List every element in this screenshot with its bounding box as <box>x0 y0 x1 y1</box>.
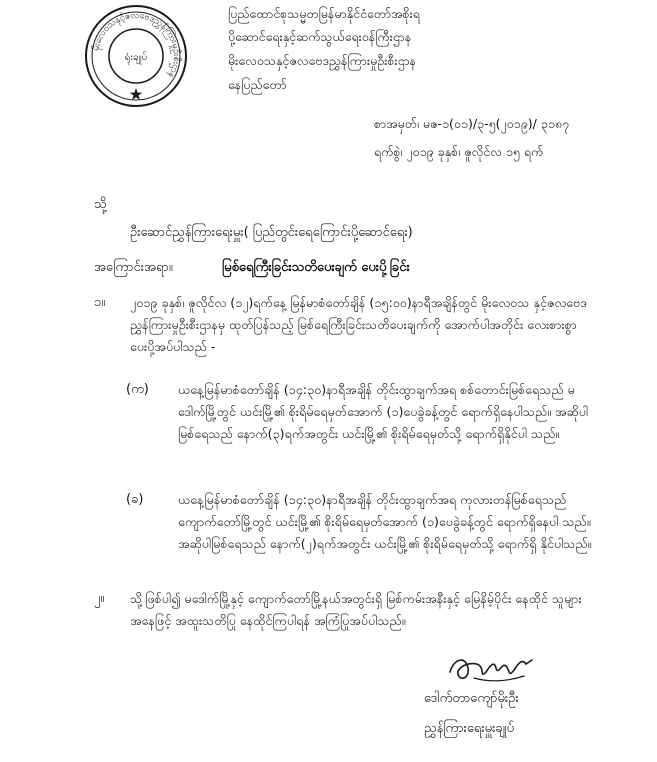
seal-center-text: ရုံးချုပ် <box>124 52 148 63</box>
item-kh-number: (ခ) <box>126 492 144 507</box>
header-department: မိုးလေဝသနှင့်ဇလဗေဒညွှန်ကြားမှုဦးစီးဌာန <box>228 53 417 68</box>
letter-number: စာအမှတ်၊ မဇ-၁(၀၁)/၃-၅(၂၀၁၉)/ ၃၁၈၇ <box>374 116 570 131</box>
paragraph1-text: ၂၀၁၉ ခုနှစ်၊ ဇူလိုင်လ (၁၂)ရက်နေ့ မြန်မာစံတော်ချိန် (၁၅:၀၀)နာရီအချိန်တွင် မိုးလေဝသ နှင့်ဇလဗေဒညွှန်ကြားမှုဦးစီးဌာနမှ ထုတ်ပြန်သည့် မြစ်ရေကြီးခြင်းသတိပေးချက်ကို အောက်ပါအတိုင်း လေးစားစွာ ပေးပို့အပ်ပါသည် - <box>130 295 587 354</box>
subject-text: မြစ်ရေကြီးခြင်းသတိပေးချက် ပေးပို့ခြင်း <box>222 260 410 275</box>
seal-ring-text: မိုးလေဝသနှင့်ဇလဗေဒညွှန်ကြားမှုဦးစီးဌာန <box>91 10 182 80</box>
paragraph1-number: ၁။ <box>94 295 106 310</box>
department-seal <box>84 4 188 108</box>
item-k-number: (က) <box>126 382 149 397</box>
header-city: နေပြည်တော် <box>228 77 287 92</box>
paragraph2-number: ၂။ <box>94 591 105 606</box>
header-ministry: ပို့ဆောင်ရေးနှင့်ဆက်သွယ်ရေးဝန်ကြီးဌာန <box>228 29 412 44</box>
signatory-name: ဒေါက်တာကျော်မိုးဦး <box>424 691 519 706</box>
handwritten-signature <box>444 652 540 686</box>
letter-date: ရက်စွဲ၊ ၂၀၁၉ ခုနှစ်၊ ဇူလိုင်လ ၁၅ ရက် <box>374 144 544 159</box>
svg-text:မိုးလေဝသနှင့်ဇလဗေဒညွှန်ကြားမှု <box>90 11 182 80</box>
item-kh-text: ယနေ့မြန်မာစံတော်ချိန် (၁၄:၃၀)နာရီအချိန် တိုင်းထွာချက်အရ ကုလားတန်မြစ်ရေသည် ကျောက်တော်မြို့တွင် ယင်းမြို့၏ စိုးရိမ်ရေမှတ်အောက် (၁)ပေခွဲခန့်တွင် ရောက်ရှိနေပါ သည်။ အဆိုပါမြစ်ရေသည် နောက်(၂)ရက်အတွင်း ယင်းမြို့၏ စိုးရိမ်ရေမှတ်သို့ ရောက်ရှိ နိုင်ပါသည်။ <box>178 492 592 551</box>
paragraph2-text: သို့ဖြစ်ပါ၍ မဒေါက်မြို့နှင့် ကျောက်တော်မြို့နယ်အတွင်းရှိ မြစ်ကမ်းအနီးနှင့် မြေနိမ့်ပိုင်း နေထိုင် သူများအနေဖြင့် အထူးသတိပြု နေထိုင်ကြပါရန် အကြံပြုအပ်ပါသည်။ <box>130 591 582 628</box>
item-k-text: ယနေ့မြန်မာစံတော်ချိန် (၁၄:၃၀)နာရီအချိန် တိုင်းထွာချက်အရ စစ်တောင်းမြစ်ရေသည် မဒေါက်မြို့တွင် ယင်းမြို့၏ စိုးရိမ်ရေမှတ်အောက် (၁)ပေခွဲခန့်တွင် ရောက်ရှိနေပါသည်။ အဆိုပါ မြစ်ရေသည် နောက်(၃)ရက်အတွင်း ယင်းမြို့၏ စိုးရိမ်ရေမှတ်သို့ ရောက်ရှိနိုင်ပါ သည်။ <box>178 382 589 441</box>
signatory-title: ညွှန်ကြားရေးမှူးချုပ် <box>424 721 515 736</box>
subject-label: အကြောင်းအရာ။ <box>94 260 173 275</box>
seal-star-icon <box>130 88 143 100</box>
recipient: ဦးဆောင်ညွှန်ကြားရေးမှူး( ပြည်တွင်းရေကြောင်းပို့ဆောင်ရေး) <box>130 225 413 240</box>
to-label: သို့ <box>94 197 107 212</box>
header-government: ပြည်ထောင်စုသမ္မတမြန်မာနိုင်ငံတော်အစိုးရ <box>228 6 420 21</box>
